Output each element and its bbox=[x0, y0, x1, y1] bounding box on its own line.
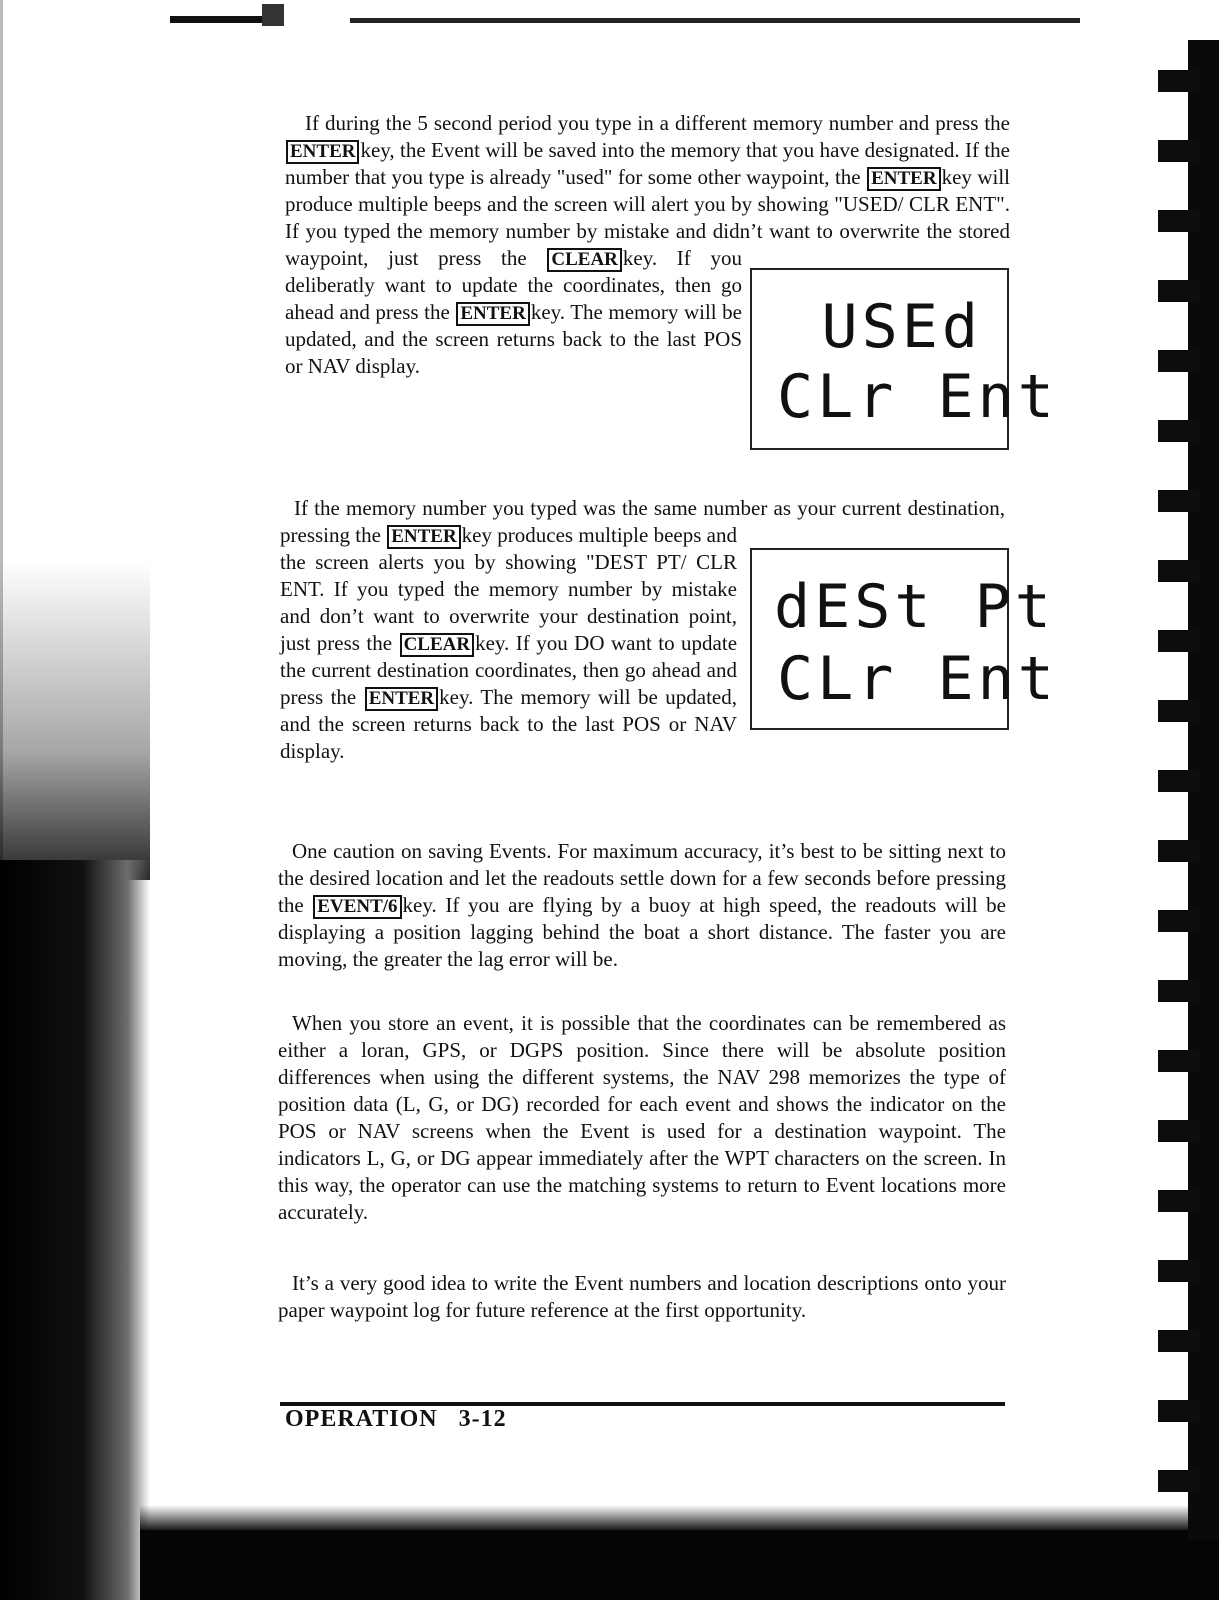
paragraph-2-text-d: key. The memory will be updated, and the screen returns back to the last POS or NAV display. bbox=[280, 685, 737, 763]
scan-shadow-fade bbox=[0, 560, 150, 880]
spiral-binding bbox=[1158, 40, 1219, 1540]
top-rule-right bbox=[350, 18, 1080, 23]
scan-shadow-bottom-fade bbox=[140, 1505, 1219, 1533]
lcd-dest-line-1: dESt Pt bbox=[774, 572, 1055, 642]
enter-key-label: ENTER bbox=[387, 525, 460, 549]
footer-section: OPERATION bbox=[285, 1406, 438, 1432]
paragraph-4: When you store an event, it is possible that the coordinates can be remembered as either a loran, GPS, or DGPS position. Since there will be absolute position differences when using the different systems, the NAV 298 memorizes the type of position data (L, G, or DG) recorded for each event and shows the indicator on the POS or NAV screens when the Event is used for a destination waypoint. The indicators L, G, or DG appear immediately after the WPT characters on the screen. In this way, the operator can use the matching systems to return to Event locations more accurately. bbox=[278, 1011, 1006, 1224]
lcd-display-dest-pt bbox=[750, 548, 1058, 730]
paragraph-2-text-c: key. If you DO want to update the current destination coordinates, then go ahead and press the bbox=[280, 631, 738, 709]
paragraph-1-text-e: key. The memory will be updated, and the screen returns back to the last POS or NAV display. bbox=[285, 300, 742, 378]
lcd-used-line-1: USEd bbox=[821, 292, 982, 362]
lcd-dest-line-2: CLr Ent bbox=[777, 644, 1058, 714]
paragraph-1-text-d: key. If you deliberatly want to update the coordinates, then go ahead and press the bbox=[285, 246, 742, 324]
paragraph-1-text-a: If during the 5 second period you type in a different memory number and press the bbox=[305, 111, 1010, 135]
clear-key-label: CLEAR bbox=[400, 633, 475, 657]
paragraph-1-text-c: key will produce multiple beeps and the screen will alert you by showing "USED/ CLR ENT". If you typed the memory number by mistake and didn’t want to overwrite the stored waypoint, just press the bbox=[285, 165, 1010, 270]
event6-key-label: EVENT/6 bbox=[313, 895, 401, 919]
scan-shadow-left bbox=[0, 860, 150, 1600]
scan-shadow-bottom bbox=[140, 1530, 1219, 1600]
top-rule-left bbox=[170, 16, 270, 23]
enter-key-label: ENTER bbox=[456, 302, 529, 326]
lcd-used-line-2: CLr Ent bbox=[777, 362, 1058, 432]
paragraph-3 bbox=[278, 838, 1006, 973]
paragraph-2-text-a: If the memory number you typed was the same number as your current destination, pressing the bbox=[280, 496, 1005, 547]
paragraph-2-text-b: key produces multiple beeps and the screen alerts you by showing "DEST PT/ CLR ENT. If you typed the memory number by mistake and don’t want to overwrite your destination point, just press the bbox=[280, 523, 738, 655]
paragraph-3-text-a: One caution on saving Events. For maximum accuracy, it’s best to be sitting next to the desired location and let the readouts settle down for a few seconds before pressing the bbox=[278, 839, 1006, 917]
lcd-display-used bbox=[750, 268, 1058, 450]
footer bbox=[285, 1406, 507, 1433]
enter-key-label: ENTER bbox=[867, 167, 940, 191]
enter-key-label: ENTER bbox=[286, 140, 359, 164]
top-rule-mark bbox=[262, 4, 284, 26]
paragraph-1-text-b: key, the Event will be saved into the memory that you have designated. If the number that you type is already "used" for some other waypoint, the bbox=[285, 138, 1010, 189]
footer-page-number: 3-12 bbox=[458, 1406, 507, 1432]
clear-key-label: CLEAR bbox=[547, 248, 622, 272]
paragraph-3-text-b: key. If you are flying by a buoy at high speed, the readouts will be displaying a position lagging behind the boat a short distance. The faster you are moving, the greater the lag error will be. bbox=[278, 893, 1007, 971]
enter-key-label: ENTER bbox=[365, 687, 438, 711]
paragraph-5: It’s a very good idea to write the Event numbers and location descriptions onto your paper waypoint log for future reference at the first opportunity. bbox=[278, 1271, 1006, 1322]
